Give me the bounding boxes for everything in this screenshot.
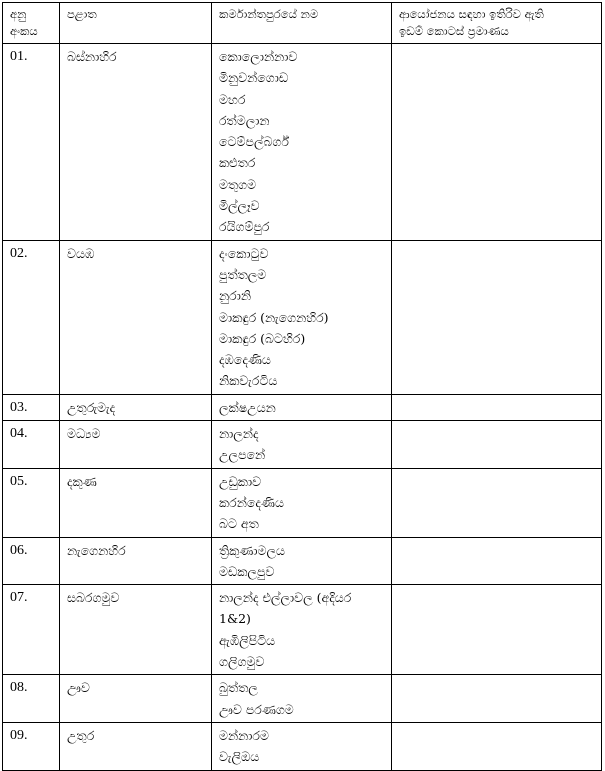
province-cell: බස්නාහිර (60, 44, 212, 241)
serial-number-cell: 03. (3, 394, 60, 420)
serial-number-cell: 02. (3, 240, 60, 394)
estates-cell (212, 421, 392, 469)
serial-number-cell: 01. (3, 44, 60, 241)
estate-name: රයිගම්පුර (219, 219, 270, 235)
table-row (3, 421, 602, 469)
estates-cell (212, 240, 392, 394)
estates-cell (212, 722, 392, 770)
table-row (3, 537, 602, 585)
estates-cell (212, 394, 392, 420)
estate-name: නාලන්ද (219, 426, 259, 442)
estate-name: මහර (219, 91, 246, 107)
province-cell: නැගෙනහිර (60, 537, 212, 585)
estates-cell (212, 675, 392, 723)
estate-name: ඇඹිලිපිටිය (219, 632, 276, 648)
table-row (3, 394, 602, 420)
estate-name: ලක්ෂඋයන (219, 399, 276, 415)
estate-name: මාකඳුර (නැගෙනහිර) (219, 309, 329, 325)
estate-name: නුරානි (219, 288, 251, 304)
estate-name: කළුතර (219, 155, 256, 171)
table-row (3, 44, 602, 241)
header-land (392, 3, 602, 44)
table-row (3, 722, 602, 770)
serial-number-cell: 07. (3, 585, 60, 675)
province-cell: මධ්‍යම (60, 421, 212, 469)
land-extent-cell (392, 537, 602, 585)
estate-name: මතුගම (219, 176, 257, 192)
land-extent-cell (392, 585, 602, 675)
header-province (60, 3, 212, 44)
estate-name: බට අත (219, 516, 259, 532)
estate-name: 1&2) (219, 611, 251, 627)
estate-name: මිනුවන්ගොඩ (219, 70, 289, 86)
estate-name: පුත්තලම (219, 266, 267, 282)
estate-name: දංකොටුව (219, 245, 269, 261)
table-row (3, 468, 602, 537)
province-cell: වයඹ (60, 240, 212, 394)
land-extent-cell (392, 421, 602, 469)
estate-name: නිකවැරටිය (219, 373, 278, 389)
province-cell: උතුරුමැද (60, 394, 212, 420)
header-estates (212, 3, 392, 44)
land-extent-cell (392, 240, 602, 394)
province-cell: ඌව (60, 675, 212, 723)
serial-number-cell: 08. (3, 675, 60, 723)
serial-number-cell: 05. (3, 468, 60, 537)
estate-name: කොලොන්නාව (219, 49, 298, 64)
estate-name: කරන්දෙණිය (219, 494, 284, 510)
land-extent-cell (392, 722, 602, 770)
header-serial-line-1: අනු (10, 7, 27, 21)
estates-cell (212, 44, 392, 241)
header-province-label: පළාත (67, 7, 97, 21)
estates-cell (212, 468, 392, 537)
estate-name: උලපනේ (219, 447, 266, 463)
province-cell: උතුර (60, 722, 212, 770)
land-extent-cell (392, 394, 602, 420)
header-land-line-2: ඉඩම් කොටස් ප්‍රමාණය (399, 24, 509, 38)
estate-name: මන්නාරම (219, 727, 269, 743)
province-cell: දකුණ (60, 468, 212, 537)
estate-name: ත්‍රිකුණාමලය (219, 542, 285, 558)
estates-cell (212, 585, 392, 675)
serial-number-cell: 04. (3, 421, 60, 469)
header-serial (3, 3, 60, 44)
estate-name: දඹදෙණිය (219, 352, 271, 368)
estate-name: ටෙම්පල්බර්ග් (219, 134, 289, 150)
table-row (3, 240, 602, 394)
header-row (3, 3, 602, 44)
estate-name: නාලන්ද එල්ලාවල (අදියර (219, 590, 352, 606)
table-row (3, 675, 602, 723)
table-body (3, 44, 602, 771)
estates-cell (212, 537, 392, 585)
estate-name: මිල්ලෑව (219, 198, 260, 214)
estate-name: මඩකලපුව (219, 563, 275, 579)
estate-name: රත්මලාන (219, 112, 270, 128)
industrial-estates-table (2, 2, 602, 771)
table-row (3, 585, 602, 675)
header-serial-line-2: අංකය (10, 24, 38, 38)
estate-name: වැලිඔය (219, 749, 260, 765)
estate-name: ඌව පරණගම (219, 701, 294, 717)
estate-name: ගලිගමුව (219, 654, 265, 670)
land-extent-cell (392, 44, 602, 241)
estate-name: බුත්තල (219, 680, 258, 696)
serial-number-cell: 06. (3, 537, 60, 585)
header-estates-label: කර්මාන්තපුරයේ නම (219, 7, 319, 21)
serial-number-cell: 09. (3, 722, 60, 770)
land-extent-cell (392, 468, 602, 537)
estate-name: උඩුකාව (219, 473, 262, 489)
estate-name: මාකඳුර (බටහිර) (219, 330, 306, 346)
land-extent-cell (392, 675, 602, 723)
header-land-line-1: ආයෝජනය සඳහා ඉතිරිව ඇති (399, 7, 544, 21)
province-cell: සබරගමුව (60, 585, 212, 675)
